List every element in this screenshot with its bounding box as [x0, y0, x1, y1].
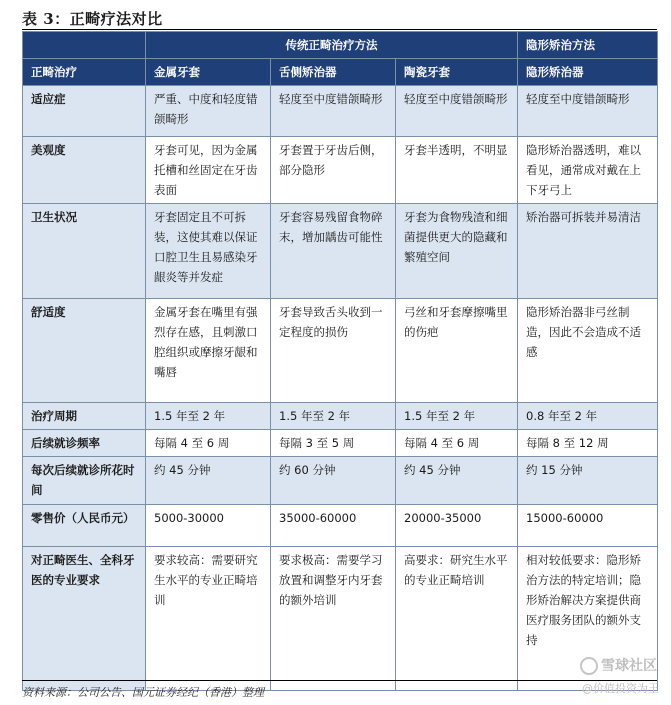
source-note: 资料来源：公司公告、国元证券经纪（香港）整理	[22, 686, 264, 699]
column-header-treatment: 正畸治疗	[23, 59, 146, 86]
snowball-icon	[580, 657, 598, 675]
row-label: 每次后续就诊所花时间	[23, 457, 146, 505]
column-header-metal: 金属牙套	[146, 59, 271, 86]
row-label: 适应症	[23, 86, 146, 137]
table-cell: 要求极高：需要学习放置和调整牙内牙套的额外培训	[271, 547, 396, 691]
table-row	[23, 86, 658, 137]
table-title: 表 3：正畸疗法对比	[22, 10, 163, 28]
table-row	[23, 403, 658, 430]
table-cell: 20000-35000	[396, 505, 518, 547]
table-cell: 约 45 分钟	[146, 457, 271, 505]
group-header-traditional: 传统正畸治疗方法	[146, 32, 518, 59]
comparison-table	[22, 31, 658, 691]
table-cell: 牙套容易残留食物碎末，增加龋齿可能性	[271, 204, 396, 299]
table-cell: 每隔 8 至 12 周	[518, 430, 658, 457]
header-blank-cell	[23, 32, 146, 59]
watermark-logo	[580, 655, 657, 675]
row-label: 零售价（人民币元）	[23, 505, 146, 547]
title-divider	[22, 29, 657, 30]
table-cell: 严重、中度和轻度错颌畸形	[146, 86, 271, 137]
column-header-lingual: 舌侧矫治器	[271, 59, 396, 86]
table-cell: 轻度至中度错颌畸形	[396, 86, 518, 137]
table-cell: 牙套为食物残渣和细菌提供更大的隐藏和繁殖空间	[396, 204, 518, 299]
table-cell: 牙套导致舌头收到一定程度的损伤	[271, 299, 396, 403]
table-row	[23, 430, 658, 457]
column-header-invisible: 隐形矫治器	[518, 59, 658, 86]
table-cell: 矫治器可拆装并易清洁	[518, 204, 658, 299]
table-cell: 金属牙套在嘴里有强烈存在感，且刺激口腔组织或摩擦牙龈和嘴唇	[146, 299, 271, 403]
table-cell: 约 45 分钟	[396, 457, 518, 505]
watermark-text: 雪球社区	[601, 658, 657, 674]
table-cell: 0.8 年至 2 年	[518, 403, 658, 430]
table-cell: 弓丝和牙套摩擦嘴里的伤疤	[396, 299, 518, 403]
table-cell: 35000-60000	[271, 505, 396, 547]
table-cell: 高要求：研究生水平的专业正畸培训	[396, 547, 518, 691]
table-row	[23, 204, 658, 299]
row-label: 舒适度	[23, 299, 146, 403]
table-row	[23, 547, 658, 691]
table-cell: 牙套可见，因为金属托槽和丝固定在牙齿表面	[146, 137, 271, 204]
table-cell: 相对较低要求：隐形矫治方法的特定培训；隐形矫治解决方案提供商医疗服务团队的额外支持	[518, 547, 658, 691]
table-row	[23, 457, 658, 505]
table-cell: 轻度至中度错颌畸形	[271, 86, 396, 137]
table-cell: 1.5 年至 2 年	[271, 403, 396, 430]
table-row	[23, 137, 658, 204]
table-cell: 5000-30000	[146, 505, 271, 547]
table-cell: 牙套固定且不可拆装，这使其难以保证口腔卫生且易感染牙龈炎等并发症	[146, 204, 271, 299]
watermark-handle: @价值投资为王	[582, 682, 659, 695]
table-cell: 约 60 分钟	[271, 457, 396, 505]
row-label: 后续就诊频率	[23, 430, 146, 457]
row-label: 美观度	[23, 137, 146, 204]
row-label: 卫生状况	[23, 204, 146, 299]
table-cell: 每隔 3 至 5 周	[271, 430, 396, 457]
table-cell: 每隔 4 至 6 周	[396, 430, 518, 457]
table-row	[23, 299, 658, 403]
column-header-ceramic: 陶瓷牙套	[396, 59, 518, 86]
table-cell: 隐形矫治器透明，难以看见，通常成对戴在上下牙弓上	[518, 137, 658, 204]
table-cell: 要求较高：需要研究生水平的专业正畸培训	[146, 547, 271, 691]
group-header-row	[23, 32, 658, 59]
column-header-row	[23, 59, 658, 86]
group-header-invisible: 隐形矫治方法	[518, 32, 658, 59]
table-cell: 15000-60000	[518, 505, 658, 547]
table-cell: 轻度至中度错颌畸形	[518, 86, 658, 137]
table-cell: 隐形矫治器非弓丝制造，因此不会造成不适感	[518, 299, 658, 403]
table-cell: 1.5 年至 2 年	[396, 403, 518, 430]
table-cell: 约 15 分钟	[518, 457, 658, 505]
table-cell: 牙套半透明，不明显	[396, 137, 518, 204]
row-label: 治疗周期	[23, 403, 146, 430]
row-label: 对正畸医生、全科牙医的专业要求	[23, 547, 146, 691]
table-cell: 每隔 4 至 6 周	[146, 430, 271, 457]
table-cell: 牙套置于牙齿后侧，部分隐形	[271, 137, 396, 204]
source-divider	[22, 680, 657, 681]
table-cell: 1.5 年至 2 年	[146, 403, 271, 430]
table-row	[23, 505, 658, 547]
